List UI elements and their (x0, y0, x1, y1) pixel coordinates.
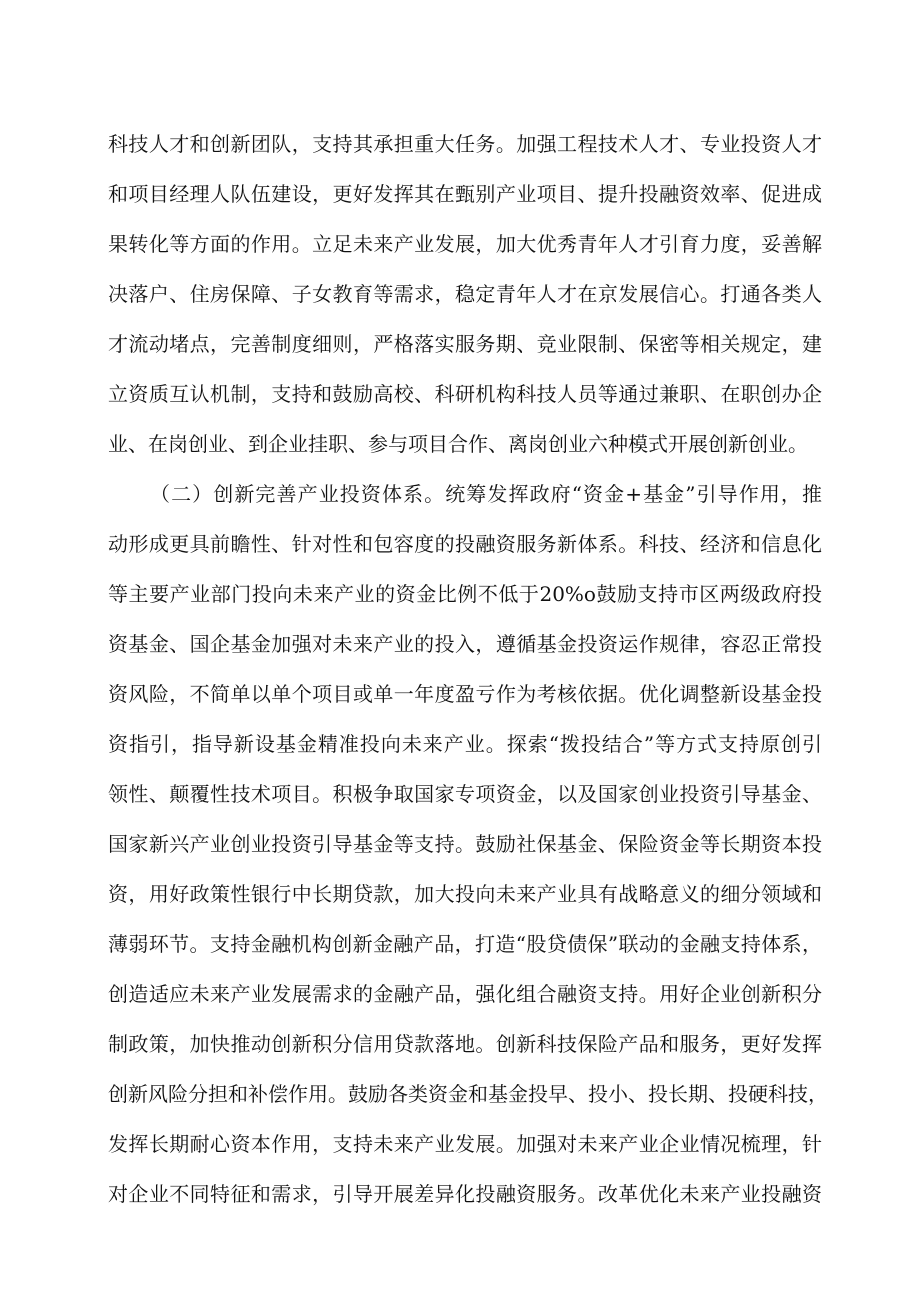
text-line: 领性、颠覆性技术项目。积极争取国家专项资金，以及国家创业投资引导基金、 (108, 782, 822, 806)
text-line: 薄弱环节。支持金融机构创新金融产品，打造“股贷债保”联动的金融支持体系， (108, 932, 822, 956)
text-line: 国家新兴产业创业投资引导基金等支持。鼓励社保基金、保险资金等长期资本投 (108, 832, 822, 856)
text-line: 才流动堵点，完善制度细则，严格落实服务期、竞业限制、保密等相关规定，建 (108, 332, 822, 356)
text-line: 创造适应未来产业发展需求的金融产品，强化组合融资支持。用好企业创新积分 (108, 982, 822, 1006)
text-line: 等主要产业部门投向未来产业的资金比例不低于20%o鼓励支持市区两级政府投 (108, 582, 822, 606)
text-line: 资基金、国企基金加强对未来产业的投入，遵循基金投资运作规律，容忍正常投 (108, 632, 822, 656)
text-line: 动形成更具前瞻性、针对性和包容度的投融资服务新体系。科技、经济和信息化 (108, 532, 822, 556)
text-line: 发挥长期耐心资本作用，支持未来产业发展。加强对未来产业企业情况梳理，针 (108, 1132, 822, 1156)
text-line: 制政策，加快推动创新积分信用贷款落地。创新科技保险产品和服务，更好发挥 (108, 1032, 822, 1056)
text-line: 和项目经理人队伍建设，更好发挥其在甄别产业项目、提升投融资效率、促进成 (108, 182, 822, 206)
text-line: 果转化等方面的作用。立足未来产业发展，加大优秀青年人才引育力度，妥善解 (108, 232, 822, 256)
text-line: 资，用好政策性银行中长期贷款，加大投向未来产业具有战略意义的细分领域和 (108, 882, 822, 906)
text-line: 资风险，不简单以单个项目或单一年度盈亏作为考核依据。优化调整新设基金投 (108, 682, 822, 706)
text-line: 科技人才和创新团队，支持其承担重大任务。加强工程技术人才、专业投资人才 (108, 132, 822, 156)
text-line: 决落户、住房保障、子女教育等需求，稳定青年人才在京发展信心。打通各类人 (108, 282, 822, 306)
section-heading-line: （二）创新完善产业投资体系。统筹发挥政府“资金+基金”引导作用，推 (150, 482, 822, 506)
text-line: 对企业不同特征和需求，引导开展差异化投融资服务。改革优化未来产业投融资 (108, 1182, 822, 1206)
text-line: 创新风险分担和补偿作用。鼓励各类资金和基金投早、投小、投长期、投硬科技， (108, 1082, 828, 1106)
text-line: 业、在岗创业、到企业挂职、参与项目合作、离岗创业六种模式开展创新创业。 (108, 432, 808, 456)
text-line: 资指引，指导新设基金精准投向未来产业。探索“拨投结合”等方式支持原创引 (108, 732, 822, 756)
text-line: 立资质互认机制，支持和鼓励高校、科研机构科技人员等通过兼职、在职创办企 (108, 382, 822, 406)
